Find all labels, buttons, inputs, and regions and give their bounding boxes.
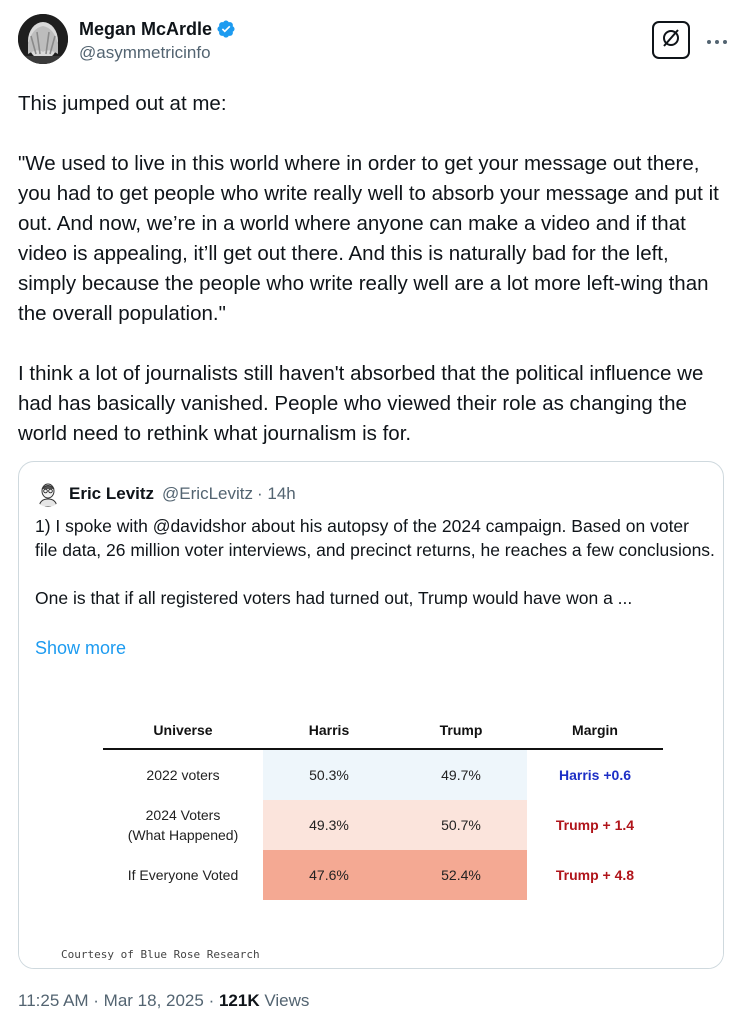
- table-cell-universe: [103, 800, 263, 850]
- table-header-harris: Harris: [308, 722, 350, 738]
- author-info: [79, 18, 236, 64]
- quoted-tweet-card[interactable]: [18, 461, 724, 969]
- table-credit: Courtesy of Blue Rose Research: [61, 948, 260, 961]
- more-options-button[interactable]: [702, 24, 732, 54]
- verified-badge-icon: [216, 19, 236, 39]
- table-header-margin: Margin: [572, 722, 618, 738]
- quoted-tweet-header: [35, 480, 296, 508]
- quoted-author-avatar: [35, 481, 61, 507]
- tweet-footer: [18, 989, 309, 1013]
- quoted-tweet-text: [35, 514, 715, 610]
- table-cell-margin: Trump + 1.4: [555, 817, 635, 833]
- table-cell-universe: [103, 750, 263, 800]
- table-header-trump: Trump: [439, 722, 483, 738]
- views-label[interactable]: Views: [259, 991, 310, 1010]
- universe-sublabel: (What Happened): [127, 827, 239, 843]
- universe-label: 2022 voters: [146, 767, 220, 783]
- views-count[interactable]: 121K: [218, 991, 260, 1010]
- universe-label: 2024 Voters: [145, 807, 221, 823]
- universe-label: If Everyone Voted: [127, 867, 239, 883]
- tweet-header: [18, 14, 730, 70]
- grok-icon: [660, 27, 682, 54]
- table-cell-universe: [103, 850, 263, 900]
- tweet-timestamp[interactable]: 11:25 AM · Mar 18, 2025 ·: [18, 991, 219, 1010]
- table-cell-harris: 50.3%: [263, 750, 395, 800]
- author-name-row[interactable]: [79, 18, 236, 40]
- table-cell-margin: Trump + 4.8: [555, 867, 635, 883]
- show-more-link[interactable]: Show more: [35, 638, 127, 658]
- table-header-universe: Universe: [153, 722, 213, 738]
- table-cell-margin: Harris +0.6: [559, 767, 631, 783]
- table-cell-harris: 47.6%: [263, 850, 395, 900]
- tweet-paragraph: This jumped out at me:: [18, 92, 227, 115]
- tweet-paragraph: I think a lot of journalists still haven't absorbed that the political influence we had has basically vanished. People who viewed their role as changing the world need to rethink what journalism is for.: [18, 362, 704, 445]
- quoted-timestamp: · 14h: [257, 484, 296, 503]
- table-header-row: [103, 718, 663, 746]
- author-handle[interactable]: @asymmetricinfo: [79, 43, 211, 62]
- table-cell-harris: 49.3%: [263, 800, 395, 850]
- quoted-paragraph: One is that if all registered voters had turned out, Trump would have won a ...: [35, 588, 633, 608]
- more-options-icon: [706, 29, 728, 50]
- table-cell-trump: 49.7%: [395, 750, 527, 800]
- results-table-image[interactable]: [19, 682, 723, 969]
- tweet-text: [18, 89, 730, 449]
- quoted-paragraph: 1) I spoke with @davidshor about his autopsy of the 2024 campaign. Based on voter file data, 26 million voter interviews, and precinct returns, he reaches a few conclusions.: [35, 516, 715, 560]
- grok-button[interactable]: [652, 21, 690, 59]
- table-cell-trump: 52.4%: [395, 850, 527, 900]
- tweet-paragraph: "We used to live in this world where in order to get your message out there, you had to get people who write really well to absorb your message and put it out. And now, we’re in a world where anyone can make a video and if that video is appealing, it’ll get out there. And this is naturally bad for the left, simply because the people who write really well are a lot more left-wing than the overall population.": [18, 152, 719, 325]
- table-cell-trump: 50.7%: [395, 800, 527, 850]
- quoted-author-name: Eric Levitz: [69, 484, 155, 503]
- quoted-author-handle: @EricLevitz: [162, 484, 253, 503]
- author-avatar[interactable]: [18, 14, 68, 64]
- author-display-name[interactable]: Megan McArdle: [79, 19, 213, 39]
